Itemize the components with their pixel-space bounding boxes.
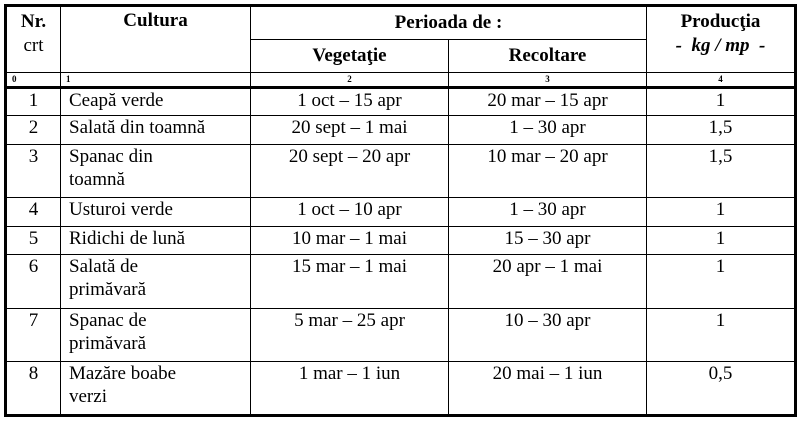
row-productia: 0,5: [647, 362, 796, 416]
header-nr: Nr.: [20, 11, 47, 32]
row-cultura: [61, 116, 251, 144]
row-vegetatie: 1 oct – 10 apr: [251, 198, 449, 226]
row-recoltare: 10 – 30 apr: [449, 308, 647, 362]
cultura-line: Ridichi de lună: [69, 227, 186, 249]
cultura-line: Usturoi verde: [69, 199, 173, 221]
cultura-line: toamnă: [69, 168, 125, 190]
cultura-line: Salată din toamnă: [69, 117, 206, 139]
row-vegetatie: 1 oct – 15 apr: [251, 87, 449, 115]
row-recoltare: 15 – 30 apr: [449, 226, 647, 254]
cultura-line: Spanac din: [69, 145, 153, 167]
table-row: [6, 144, 796, 198]
row-cultura: [61, 255, 251, 309]
row-recoltare: 20 apr – 1 mai: [449, 255, 647, 309]
row-recoltare: 1 – 30 apr: [449, 116, 647, 144]
cultura-line: Spanac de: [69, 309, 147, 331]
header-recoltare: Recoltare: [449, 39, 647, 73]
cultura-line: Salată de: [69, 256, 139, 278]
cultura-line: primăvară: [69, 332, 147, 354]
row-cultura: [61, 226, 251, 254]
table-row: [6, 87, 796, 115]
row-cultura: [61, 144, 251, 198]
crop-table: [4, 4, 797, 417]
cultura-line: verzi: [69, 386, 107, 408]
table-row: [6, 226, 796, 254]
row-productia: 1: [647, 198, 796, 226]
row-nr: 3: [6, 144, 61, 198]
header-productia: [647, 6, 796, 73]
row-vegetatie: 5 mar – 25 apr: [251, 308, 449, 362]
row-vegetatie: 15 mar – 1 mai: [251, 255, 449, 309]
row-vegetatie: 10 mar – 1 mai: [251, 226, 449, 254]
row-vegetatie: 20 sept – 20 apr: [251, 144, 449, 198]
row-cultura: [61, 308, 251, 362]
index-cell: 0: [6, 73, 61, 88]
header-crt: crt: [23, 35, 44, 56]
index-cell: 4: [647, 73, 796, 88]
header-vegetatie: Vegetaţie: [251, 39, 449, 73]
row-nr: 8: [6, 362, 61, 416]
header-productia-label: Producţia: [680, 11, 761, 32]
row-productia: 1: [647, 226, 796, 254]
row-nr: 6: [6, 255, 61, 309]
row-nr: 7: [6, 308, 61, 362]
table-row: [6, 116, 796, 144]
row-vegetatie: 20 sept – 1 mai: [251, 116, 449, 144]
header-perioada: Perioada de :: [251, 6, 647, 40]
row-vegetatie: 1 mar – 1 iun: [251, 362, 449, 416]
row-cultura: [61, 198, 251, 226]
row-nr: 4: [6, 198, 61, 226]
row-recoltare: 10 mar – 20 apr: [449, 144, 647, 198]
table-row: [6, 198, 796, 226]
row-cultura: [61, 362, 251, 416]
row-nr: 2: [6, 116, 61, 144]
row-nr: 5: [6, 226, 61, 254]
row-productia: 1: [647, 87, 796, 115]
cultura-line: Mazăre boabe: [69, 363, 177, 385]
row-recoltare: 20 mai – 1 iun: [449, 362, 647, 416]
row-productia: 1,5: [647, 144, 796, 198]
cultura-line: Ceapă verde: [69, 89, 164, 111]
index-row: [6, 73, 796, 88]
row-productia: 1,5: [647, 116, 796, 144]
row-productia: 1: [647, 308, 796, 362]
row-cultura: [61, 87, 251, 115]
cultura-line: primăvară: [69, 279, 147, 301]
index-cell: 2: [251, 73, 449, 88]
table-row: [6, 308, 796, 362]
row-recoltare: 20 mar – 15 apr: [449, 87, 647, 115]
index-cell: 3: [449, 73, 647, 88]
header-productia-unit: - kg / mp -: [675, 35, 766, 56]
row-nr: 1: [6, 87, 61, 115]
table-row: [6, 362, 796, 416]
row-recoltare: 1 – 30 apr: [449, 198, 647, 226]
header-cultura: Cultura: [61, 6, 251, 73]
row-productia: 1: [647, 255, 796, 309]
header-nr-crt: [6, 6, 61, 73]
table-row: [6, 255, 796, 309]
index-cell: 1: [61, 73, 251, 88]
